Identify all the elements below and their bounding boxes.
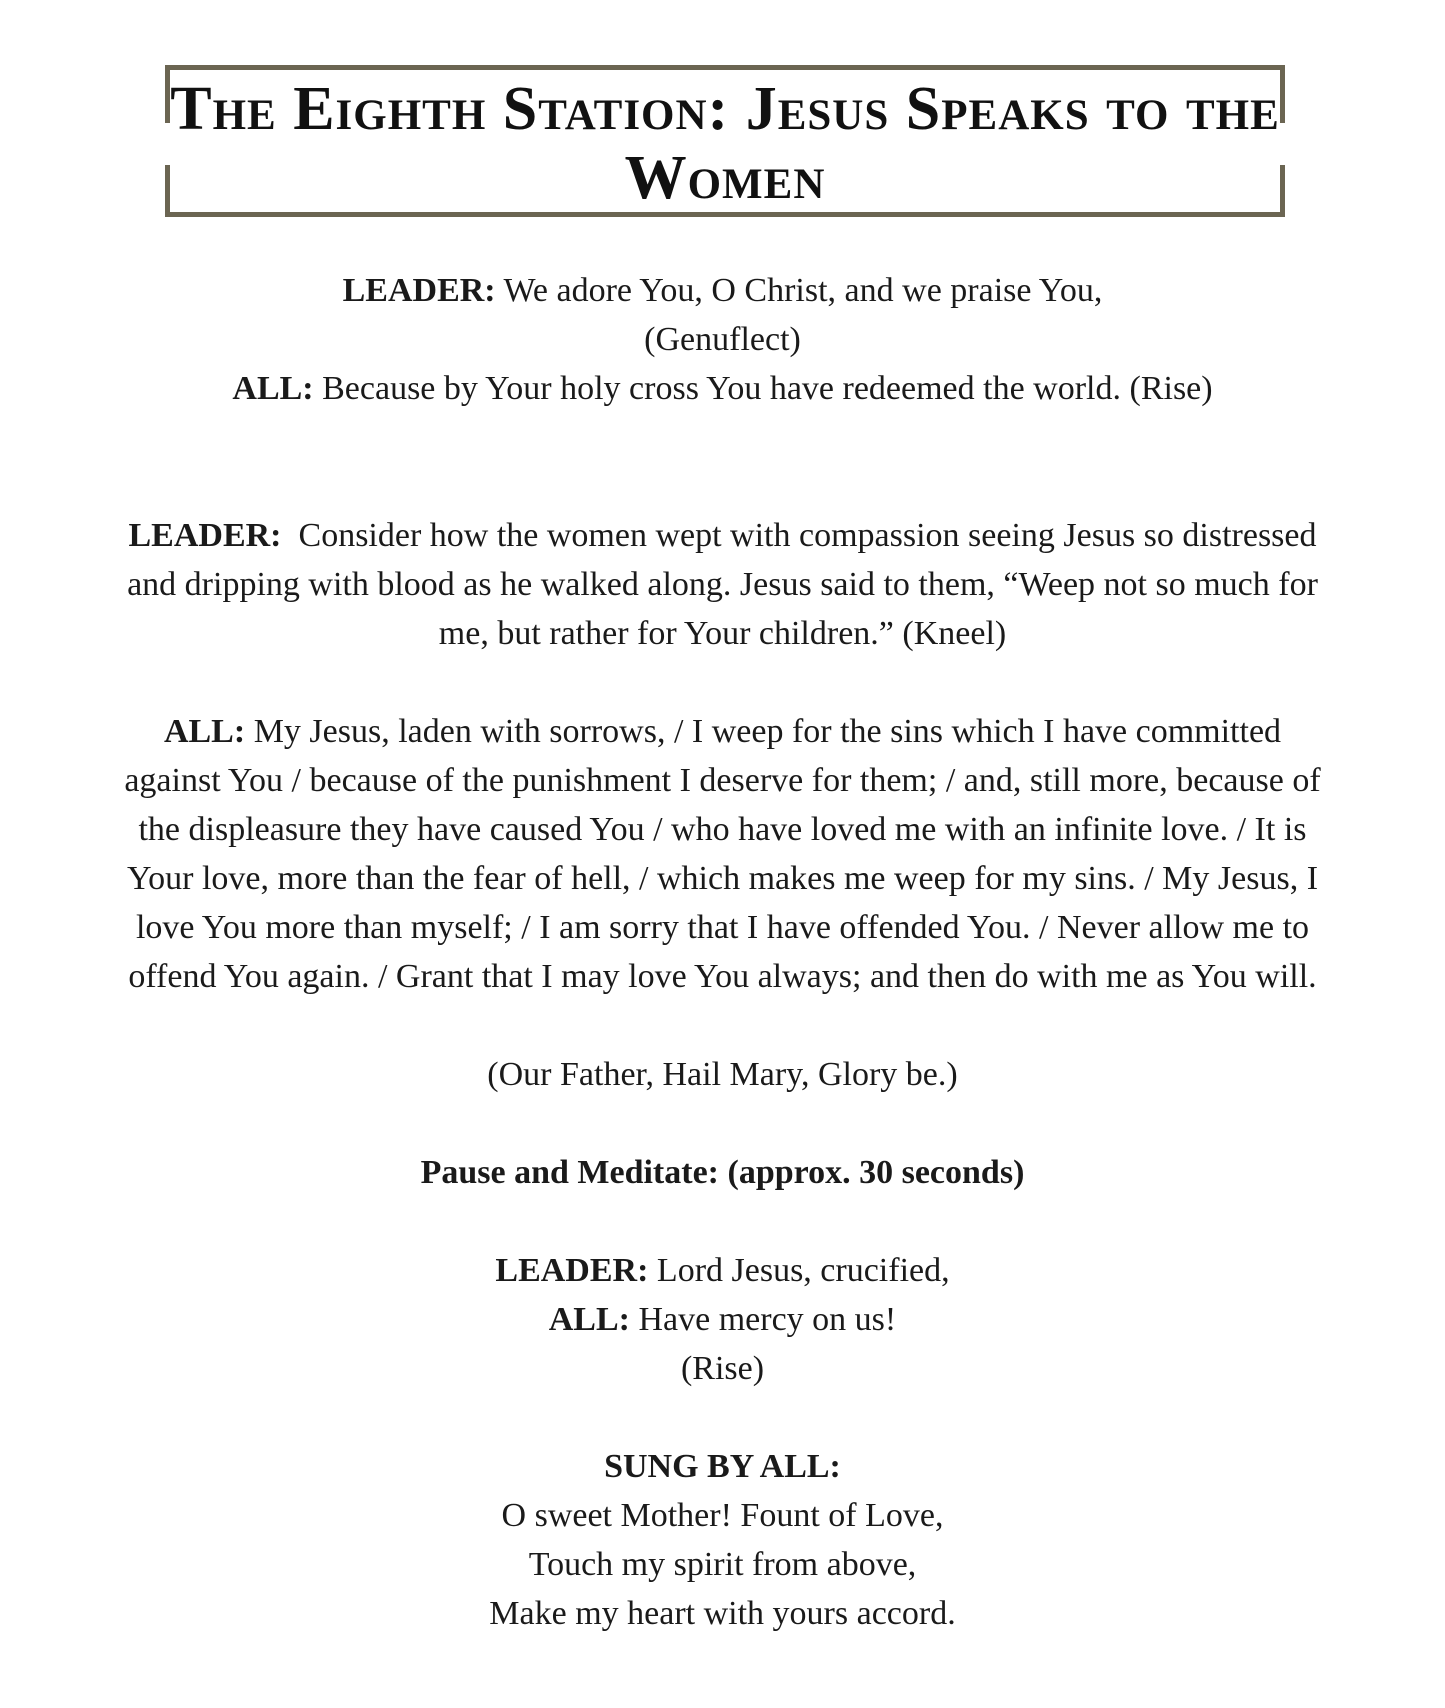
consider-line bbox=[100, 511, 1345, 560]
consider-text-3: me, but rather for Your children.” (Kneel) bbox=[438, 615, 1007, 652]
spacer bbox=[100, 413, 1345, 511]
hymn-line-1: O sweet Mother! Fount of Love, bbox=[501, 1497, 944, 1534]
page-title-line-2: the Women bbox=[624, 75, 1280, 212]
leader-label: LEADER: bbox=[128, 517, 282, 554]
page-title bbox=[150, 75, 1300, 213]
consider-text-2: and dripping with blood as he walked along. Jesus said to them, “Weep not so much for bbox=[127, 566, 1318, 603]
prayer-block bbox=[100, 707, 1345, 1001]
hymn-line-2: Touch my spirit from above, bbox=[528, 1546, 917, 1583]
prayer-text-5: love You more than myself; / I am sorry that I have offended You. / Never allow me to bbox=[135, 909, 1310, 946]
all-label: ALL: bbox=[548, 1301, 630, 1338]
closing-leader-text: Lord Jesus, crucified, bbox=[656, 1252, 950, 1289]
opening-leader-line bbox=[100, 266, 1345, 315]
rise-instruction: (Rise) bbox=[680, 1350, 765, 1387]
opening-all-line bbox=[100, 364, 1345, 413]
closing-all-text: Have mercy on us! bbox=[638, 1301, 897, 1338]
prayer-line bbox=[100, 707, 1345, 756]
spacer bbox=[100, 1393, 1345, 1442]
consider-text-1: Consider how the women wept with compassion seeing Jesus so distressed bbox=[298, 517, 1317, 554]
prayer-text-3: the displeasure they have caused You / who have loved me with an infinite love. / It is bbox=[138, 811, 1307, 848]
title-frame-top bbox=[165, 65, 1285, 70]
spacer bbox=[100, 1197, 1345, 1246]
our-father-instruction: (Our Father, Hail Mary, Glory be.) bbox=[487, 1056, 958, 1093]
opening-leader-text: We adore You, O Christ, and we praise You, bbox=[503, 272, 1103, 309]
hymn-line-3: Make my heart with yours accord. bbox=[489, 1595, 956, 1632]
genuflect-instruction: (Genuflect) bbox=[644, 321, 801, 358]
hymn-block bbox=[100, 1442, 1345, 1638]
leader-label: LEADER: bbox=[342, 272, 496, 309]
consider-block bbox=[100, 511, 1345, 658]
page-title-line-1: The Eighth Station: Jesus Speaks to bbox=[170, 75, 1170, 143]
hymn-label: SUNG BY ALL: bbox=[604, 1448, 841, 1485]
closing-block bbox=[100, 1246, 1345, 1393]
spacer bbox=[100, 1099, 1345, 1148]
spacer bbox=[100, 658, 1345, 707]
pause-instruction: Pause and Meditate: (approx. 30 seconds) bbox=[420, 1154, 1025, 1191]
closing-leader-line bbox=[100, 1246, 1345, 1295]
leader-label: LEADER: bbox=[495, 1252, 649, 1289]
prayer-text-2: against You / because of the punishment I deserve for them; / and, still more, because of bbox=[124, 762, 1321, 799]
closing-all-line bbox=[100, 1295, 1345, 1344]
prayer-text-6: offend You again. / Grant that I may love You always; and then do with me as You will. bbox=[128, 958, 1317, 995]
opening-all-text: Because by Your holy cross You have redeemed the world. (Rise) bbox=[322, 370, 1213, 407]
prayer-text-1: My Jesus, laden with sorrows, / I weep for the sins which I have committed bbox=[253, 713, 1282, 750]
prayer-text-4: Your love, more than the fear of hell, / which makes me weep for my sins. / My Jesus, I bbox=[126, 860, 1319, 897]
spacer bbox=[100, 1001, 1345, 1050]
station-content bbox=[100, 266, 1345, 1638]
opening-block bbox=[100, 266, 1345, 413]
all-label: ALL: bbox=[232, 370, 314, 407]
all-label: ALL: bbox=[163, 713, 246, 750]
